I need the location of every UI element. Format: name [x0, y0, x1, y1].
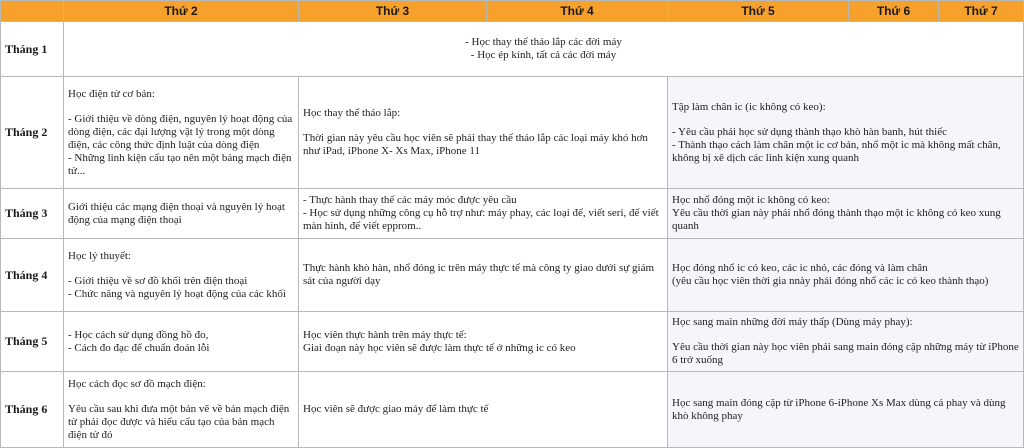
- month-1-content: [64, 22, 1024, 77]
- cell-text-line: [68, 263, 294, 275]
- month-2-thu-sat: [668, 77, 1024, 189]
- header-tuesday: Thứ 3: [299, 1, 487, 22]
- header-monday: Thứ 2: [64, 1, 299, 22]
- header-row: [1, 1, 1024, 22]
- month-label: Tháng 6: [1, 372, 64, 448]
- month-label: Tháng 5: [1, 312, 64, 372]
- cell-text-line: Giới thiệu các mạng điện thoại và nguyên lý hoạt động của mạng điện thoại: [68, 200, 285, 226]
- header-wednesday: Thứ 4: [487, 1, 668, 22]
- cell-text-line: Giai đoạn này học viên sẽ được làm thực tế ở những ic có keo: [303, 341, 576, 354]
- cell-text-line: Tập làm chân ic (ic không có keo):: [672, 100, 826, 113]
- cell-text-line: [672, 329, 1019, 341]
- cell-text-line: - Thành thạo cách làm chân một ic cơ bản, nhổ một ic mà không mất chân, không bị xê dịch các linh kiện xung quanh: [672, 138, 1001, 164]
- cell-text-line: [68, 391, 294, 403]
- cell-text-line: - Cách đo đạc để chuẩn đoán lỗi: [68, 341, 210, 354]
- cell-text-line: Học sang main những đời máy thấp (Dùng máy phay):: [672, 316, 913, 328]
- header-thursday: Thứ 5: [668, 1, 849, 22]
- cell-text-line: Học nhổ đóng một ic không có keo:: [672, 194, 830, 206]
- header-saturday: Thứ 7: [939, 1, 1024, 22]
- table-row: [1, 189, 1024, 239]
- month-3-monday: [64, 189, 299, 239]
- cell-text-line: Yêu cầu sau khi đưa một bản vẽ về bản mạch điện tử phải đọc được và hiểu cấu tạo của bản mạch điện tử đó: [68, 402, 290, 441]
- table-row: [1, 312, 1024, 372]
- month-label: Tháng 4: [1, 239, 64, 312]
- month-label: Tháng 1: [1, 22, 64, 77]
- cell-text-line: [672, 114, 1019, 126]
- cell-text-line: - Chức năng và nguyên lý hoạt động của các khối: [68, 287, 286, 300]
- month-6-monday: [64, 372, 299, 448]
- header-corner: [1, 1, 64, 22]
- month-2-tue-wed: [299, 77, 668, 189]
- cell-text-line: [68, 101, 294, 113]
- cell-text-line: - Học sử dụng những công cụ hỗ trợ như: máy phay, các loại đế, viết seri, đế viết màn hình, đế viết epprom..: [303, 207, 659, 232]
- header-friday: Thứ 6: [849, 1, 939, 22]
- cell-text-line: - Giới thiệu về sơ đồ khối trên điện thoại: [68, 274, 248, 287]
- cell-text-line: - Thực hành thay thế các máy móc được yêu cầu: [303, 194, 517, 206]
- cell-text-line: Yêu cầu thời gian này phải nhổ đóng thành thạo một ic không có keo xung quanh: [672, 207, 1001, 232]
- cell-text-line: Học sang main đóng cặp từ iPhone 6-iPhone Xs Max dùng cả phay và dùng khò không phay: [672, 396, 1006, 422]
- month-5-thu-sat: [668, 312, 1024, 372]
- cell-text-line: Học lý thuyết:: [68, 249, 131, 262]
- month-4-monday: [64, 239, 299, 312]
- month-5-tue-wed: [299, 312, 668, 372]
- cell-text-line: Học viên sẽ được giao máy để làm thực tế: [303, 403, 489, 415]
- month-5-monday: [64, 312, 299, 372]
- cell-text-line: - Học thay thế tháo lắp các đời máy: [465, 36, 622, 48]
- month-4-tue-wed: [299, 239, 668, 312]
- cell-text-line: [303, 120, 663, 132]
- month-2-monday: [64, 77, 299, 189]
- cell-text-line: - Học cách sử dụng đồng hồ đo,: [68, 328, 209, 341]
- month-3-thu-sat: [668, 189, 1024, 239]
- month-label: Tháng 3: [1, 189, 64, 239]
- cell-text-line: Học cách đọc sơ đồ mạch điện:: [68, 377, 206, 390]
- table-row: [1, 77, 1024, 189]
- month-4-thu-sat: [668, 239, 1024, 312]
- cell-text-line: - Giới thiệu về dòng điện, nguyên lý hoạt động của dòng điện, các đại lượng vật lý trong một dòng điện, các công thức định luật của dòng điện: [68, 112, 293, 151]
- cell-text-line: Học điện tử cơ bản:: [68, 87, 155, 100]
- cell-text-line: Yêu cầu thời gian này học viên phải sang main đóng cặp những máy từ iPhone 6 trở xuống: [672, 341, 1019, 366]
- cell-text-line: - Học ép kính, tất cả các đời máy: [470, 49, 617, 61]
- cell-text-line: - Những linh kiện cấu tạo nên một bảng mạch điện tử...: [68, 151, 292, 177]
- month-3-tue-wed: [299, 189, 668, 239]
- table-row: [1, 372, 1024, 448]
- month-6-thu-sat: [668, 372, 1024, 448]
- table-row: [1, 239, 1024, 312]
- cell-text-line: Học thay thế tháo lắp:: [303, 107, 401, 119]
- cell-text-line: Thời gian này yêu cầu học viên sẽ phải thay thế tháo lắp các loại máy khó hơn như iPad, iPhone X- Xs Max, iPhone 11: [303, 132, 648, 157]
- month-6-tue-wed: [299, 372, 668, 448]
- month-label: Tháng 2: [1, 77, 64, 189]
- cell-text-line: (yêu cầu học viên thời gia nnày phải đóng nhổ các ic có keo thành thạo): [672, 275, 989, 287]
- cell-text-line: - Yêu cầu phải học sử dụng thành thạo khò hàn banh, hút thiếc: [672, 125, 947, 138]
- cell-text-line: Học đóng nhổ ic có keo, các ic nhỏ, các đóng và làm chân: [672, 262, 928, 274]
- cell-text-line: Học viên thực hành trên máy thực tế:: [303, 328, 467, 341]
- cell-text-line: Thực hành khò hàn, nhổ đóng ic trên máy thực tế mà công ty giao dưới sự giám sát của người dạy: [303, 262, 655, 287]
- table-row: [1, 22, 1024, 77]
